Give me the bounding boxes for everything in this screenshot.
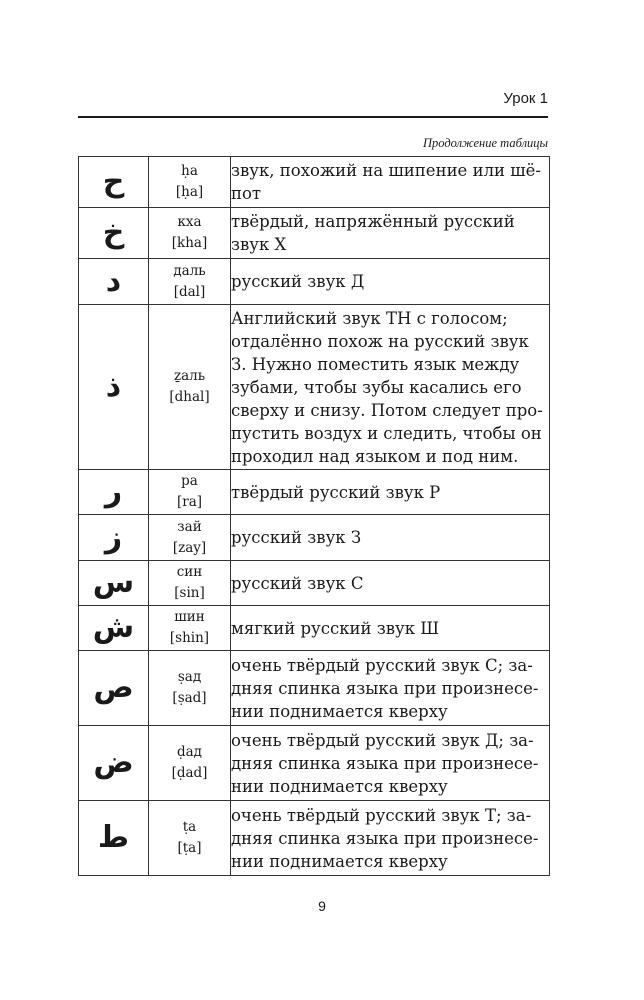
arabic-letter: س <box>79 561 149 606</box>
sound-description <box>231 515 550 561</box>
sound-description <box>231 305 550 470</box>
sound-description <box>231 157 550 208</box>
table-row <box>79 470 550 515</box>
lesson-title: Урок 1 <box>503 90 548 107</box>
table-row <box>79 515 550 561</box>
letter-name-cell <box>149 801 231 876</box>
sound-description <box>231 561 550 606</box>
sound-description <box>231 606 550 651</box>
letter-transliteration: [ṭa] <box>177 840 202 856</box>
letter-name: кха <box>177 214 202 230</box>
letter-transliteration: [kha] <box>171 235 208 251</box>
description-line: русский звук С <box>231 573 364 593</box>
table-row <box>79 305 550 470</box>
letter-name: зай <box>177 518 202 535</box>
letter-transliteration: [sin] <box>174 585 205 601</box>
letter-transliteration: [ḥa] <box>175 184 204 200</box>
arabic-letter: د <box>79 259 149 305</box>
description-line: звук Х <box>231 235 287 254</box>
description-line: нии поднимается кверху <box>231 701 448 721</box>
description-line: нии поднимается кверху <box>231 776 448 796</box>
letter-name: ḥa <box>181 163 198 179</box>
description-line: отдалённо похож на русский звук <box>231 331 529 351</box>
description-line: дняя спинка языка при произнесе- <box>231 753 539 773</box>
table-row <box>79 157 550 208</box>
table-row <box>79 606 550 651</box>
arabic-letter: ز <box>79 515 149 561</box>
letter-transliteration: [ḍad] <box>171 765 208 781</box>
description-line: пот <box>231 184 262 203</box>
letter-name: даль <box>173 262 206 279</box>
arabic-letter: ر <box>79 470 149 515</box>
description-line: очень твёрдый русский звук Д; за- <box>231 730 534 750</box>
table-row <box>79 651 550 726</box>
description-line: нии поднимается кверху <box>231 851 448 871</box>
description-line: дняя спинка языка при произнесе- <box>231 828 539 848</box>
letter-name-cell <box>149 208 231 259</box>
description-line: сверху и снизу. Потом следует про- <box>231 400 543 420</box>
letter-name: ṣад <box>177 669 202 685</box>
description-line: зубами, чтобы зубы касались его <box>231 377 522 397</box>
letter-name-cell <box>149 470 231 515</box>
letter-name-cell <box>149 651 231 726</box>
letter-transliteration: [ṣad] <box>172 690 207 706</box>
sound-description <box>231 801 550 876</box>
page-number: 9 <box>318 898 326 914</box>
letter-transliteration: [dal] <box>173 283 206 300</box>
letter-name: ẕаль <box>173 368 206 384</box>
letter-transliteration: [shin] <box>169 630 210 646</box>
sound-description <box>231 208 550 259</box>
table-continuation-label: Продолжение таблицы <box>422 136 548 150</box>
description-line: русский звук З <box>231 528 362 547</box>
description-line: твёрдый, напряжённый русский <box>231 212 515 231</box>
arabic-letter: خ <box>79 208 149 259</box>
letter-transliteration: [ra] <box>176 494 203 510</box>
letter-name-cell <box>149 259 231 305</box>
letter-transliteration: [zay] <box>172 539 207 556</box>
letter-name-cell <box>149 726 231 801</box>
letter-name: ṭа <box>182 819 197 835</box>
description-line: Английский звук TH с голосом; <box>231 308 508 328</box>
letter-name: шин <box>174 609 205 625</box>
letter-transliteration: [dhal] <box>169 389 210 405</box>
description-line: звук, похожий на шипение или шё- <box>231 161 541 180</box>
sound-description <box>231 651 550 726</box>
table-row <box>79 726 550 801</box>
arabic-letter: ض <box>79 726 149 801</box>
letter-name-cell <box>149 157 231 208</box>
description-line: мягкий русский звук Ш <box>231 618 440 638</box>
sound-description <box>231 259 550 305</box>
description-line: русский звук Д <box>231 272 365 291</box>
letter-name-cell <box>149 561 231 606</box>
letter-name: син <box>176 564 203 580</box>
description-line: очень твёрдый русский звук С; за- <box>231 655 533 675</box>
letter-name: ра <box>181 473 198 489</box>
letter-name-cell <box>149 606 231 651</box>
arabic-letter: ش <box>79 606 149 651</box>
running-header <box>78 86 548 118</box>
arabic-letter: ط <box>79 801 149 876</box>
letter-name-cell <box>149 305 231 470</box>
description-line: твёрдый русский звук Р <box>231 482 441 502</box>
table-row <box>79 561 550 606</box>
sound-description <box>231 726 550 801</box>
table-row <box>79 259 550 305</box>
arabic-letter: ح <box>79 157 149 208</box>
arabic-letter: ذ <box>79 305 149 470</box>
letter-name: ḍад <box>176 744 202 760</box>
table-row <box>79 801 550 876</box>
sound-description <box>231 470 550 515</box>
description-line: дняя спинка языка при произнесе- <box>231 678 539 698</box>
description-line: пустить воздух и следить, чтобы он <box>231 423 542 443</box>
description-line: очень твёрдый русский звук Т; за- <box>231 805 532 825</box>
description-line: проходил над языком и под ним. <box>231 446 519 466</box>
letter-name-cell <box>149 515 231 561</box>
table-row <box>79 208 550 259</box>
arabic-letter: ص <box>79 651 149 726</box>
description-line: З. Нужно поместить язык между <box>231 354 520 374</box>
alphabet-table <box>78 156 550 876</box>
